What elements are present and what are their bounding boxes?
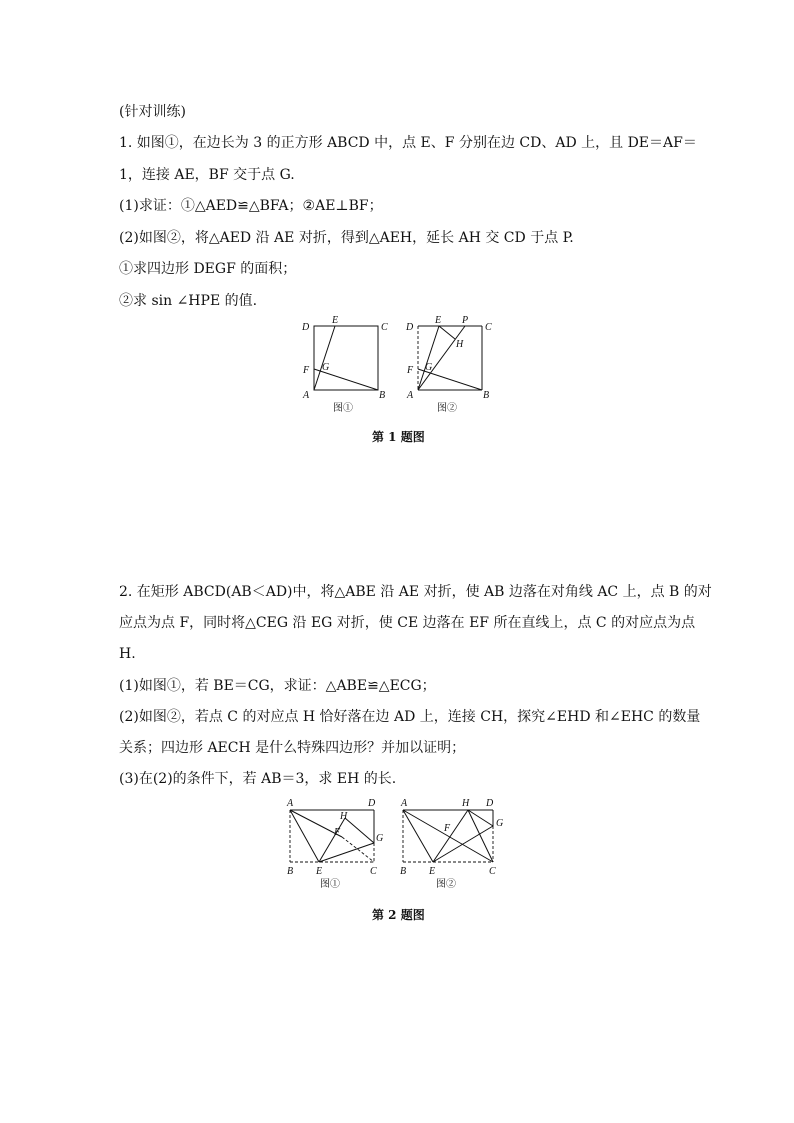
figure-label: 图② (437, 403, 457, 414)
figure-label: 图① (333, 403, 353, 414)
point-label: D (486, 798, 494, 809)
point-label: F (407, 365, 414, 376)
point-label: E (332, 315, 339, 326)
point-label: G (322, 362, 330, 373)
point-label: C (381, 322, 388, 333)
point-label: G (496, 818, 504, 829)
figure-label: 图② (436, 879, 456, 890)
section-title: (针对训练) (119, 104, 186, 120)
point-label: C (370, 866, 377, 877)
problem1-figure-1 (298, 312, 398, 417)
point-label: F (444, 823, 451, 834)
figure-label: 图① (320, 879, 340, 890)
problem1-line-6: ②求 sin ∠HPE 的值. (119, 293, 258, 309)
point-label: B (379, 390, 386, 401)
point-label: H (462, 798, 470, 809)
point-label: B (483, 390, 490, 401)
problem2-figure-1 (284, 795, 389, 895)
point-label: H (456, 339, 464, 350)
point-label: B (287, 866, 294, 877)
point-label: G (376, 833, 384, 844)
problem2-line-6: 关系；四边形 AECH 是什么特殊四边形？并加以证明； (119, 740, 466, 756)
point-label: C (489, 866, 496, 877)
problem2-line-2: 应点为点 F，同时将△CEG 沿 EG 对折，使 CE 边落在 EF 所在直线上，点 C 的对应点为点 (119, 615, 696, 631)
point-label: H (340, 811, 348, 822)
problem2-figure-2 (398, 795, 508, 895)
problem2-line-3: H. (119, 646, 136, 662)
point-label: P (462, 315, 469, 326)
point-label: G (425, 362, 433, 373)
problem1-line-2: 1，连接 AE，BF 交于点 G. (119, 167, 295, 183)
point-label: B (400, 866, 407, 877)
problem2-line-4: (1)如图①，若 BE＝CG，求证：△ABE≌△ECG； (119, 678, 436, 694)
problem2-line-1: 2. 在矩形 ABCD(AB＜AD)中，将△ABE 沿 AE 对折，使 AB 边落在对角线 AC 上，点 B 的对 (119, 584, 712, 600)
problem1-line-3: (1)求证：①△AED≌△BFA；②AE⊥BF； (119, 198, 383, 214)
figure-caption-2: 第 2 题图 (372, 908, 425, 922)
problem2-line-5: (2)如图②，若点 C 的对应点 H 恰好落在边 AD 上，连接 CH，探究∠EHD 和∠EHC 的数量 (119, 709, 701, 725)
point-label: A (407, 390, 414, 401)
point-label: A (303, 390, 310, 401)
point-label: E (316, 866, 323, 877)
point-label: D (302, 322, 310, 333)
problem1-line-4: (2)如图②，将△AED 沿 AE 对折，得到△AEH，延长 AH 交 CD 于点 P. (119, 230, 574, 246)
point-label: F (334, 827, 341, 838)
problem1-line-5: ①求四边形 DEGF 的面积； (119, 261, 297, 277)
problem2-line-7: (3)在(2)的条件下，若 AB＝3，求 EH 的长. (119, 771, 397, 787)
point-label: E (429, 866, 436, 877)
point-label: D (406, 322, 414, 333)
point-label: F (303, 365, 310, 376)
point-label: E (435, 315, 442, 326)
problem1-line-1: 1. 如图①，在边长为 3 的正方形 ABCD 中，点 E、F 分别在边 CD、AD 上，且 DE＝AF＝ (119, 135, 697, 151)
point-label: A (287, 798, 294, 809)
problem1-figure-2 (402, 312, 502, 417)
figure-caption-1: 第 1 题图 (372, 430, 425, 444)
point-label: C (485, 322, 492, 333)
point-label: D (368, 798, 376, 809)
point-label: A (401, 798, 408, 809)
